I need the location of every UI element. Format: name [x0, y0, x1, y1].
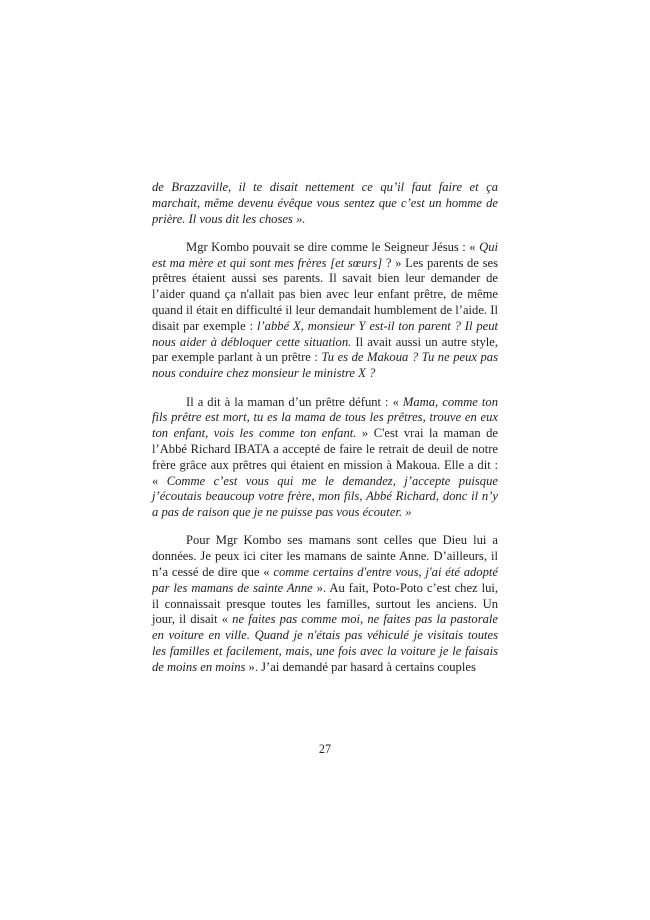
paragraph-2-run-2: Qui est ma mère et qui sont mes frères [et sœurs]	[152, 239, 498, 270]
paragraph-2-run-4: l’abbé X, monsieur Y est-il ton parent ? Il peut nous aider à débloquer cette situation.	[152, 318, 498, 349]
body-text-block	[152, 180, 498, 676]
paragraph-1	[152, 180, 498, 227]
paragraph-2-run-6: Tu es de Makoua ? Tu ne peux pas nous conduire chez monsieur le ministre X ?	[152, 350, 498, 381]
paragraph-2-run-3: ? » Les parents de ses prêtres étaient aussi ses parents. Il savait bien leur demander de l’aider quand ça n'allait pas bien avec leur enfant prêtre, de même quand il était en difficulté il leur demandait humblement de l’aide. Il disait par exemple :	[152, 255, 499, 333]
paragraph-4-run-4: ne faites pas comme moi, ne faites pas la pastorale en voiture en ville. Quand je n'étais pas véhiculé je visitais toutes les familles et facilement, mais, une fois avec la voiture je le faisais de moins en moins	[152, 612, 498, 674]
paragraph-4-run-1: Pour Mgr Kombo ses mamans sont celles que Dieu lui a données. Je peux ici citer les mamans de sainte Anne. D’ailleurs, il n’a cessé de dire que «	[152, 533, 498, 580]
paragraph-3-run-4: Comme c’est vous qui me le demandez, j’accepte puisque j’écoutais beaucoup votre frère, mon fils, Abbé Richard, donc il n’y a pas de raison que je ne puisse pas vous écouter. »	[152, 473, 498, 520]
page-number: 27	[318, 742, 332, 756]
paragraph-1-run-1: de Brazzaville, il te disait nettement ce qu’il faut faire et ça marchait, même devenu évêque vous sentez que c’est un homme de prière. Il vous dit les choses ».	[152, 180, 498, 226]
paragraph-2	[152, 240, 498, 382]
paragraph-4-run-5: ». J’ai demandé par hasard à certains couples	[245, 659, 476, 674]
paragraph-2-run-5: Il avait aussi un autre style, par exemple parlant à un prêtre :	[152, 334, 498, 365]
paragraph-4-run-2: comme certains d'entre vous, j'ai été adopté par les mamans de sainte Anne	[152, 565, 498, 595]
paragraph-3-run-1: Il a dit à la maman d’un prêtre défunt : «	[186, 394, 403, 409]
paragraph-3-run-2: Mama, comme ton fils prêtre est mort, tu es la mama de tous les prêtres, trouve en eux ton enfant, vois les comme ton enfant.	[152, 394, 499, 441]
paragraph-4	[152, 533, 498, 675]
paragraph-3-run-3: » C'est vrai la maman de l’Abbé Richard IBATA a accepté de faire le retrait de deuil de notre frère grâce aux prêtres qui étaient en mission à Makoua. Elle a dit : «	[152, 426, 498, 488]
paragraph-4-run-3: ». Au fait, Poto-Poto c’est chez lui, il connaissait presque toutes les familles, surtout les anciens. Un jour, il disait «	[152, 580, 499, 627]
paragraph-3	[152, 395, 498, 521]
paragraph-2-run-1: Mgr Kombo pouvait se dire comme le Seigneur Jésus : «	[186, 239, 480, 254]
